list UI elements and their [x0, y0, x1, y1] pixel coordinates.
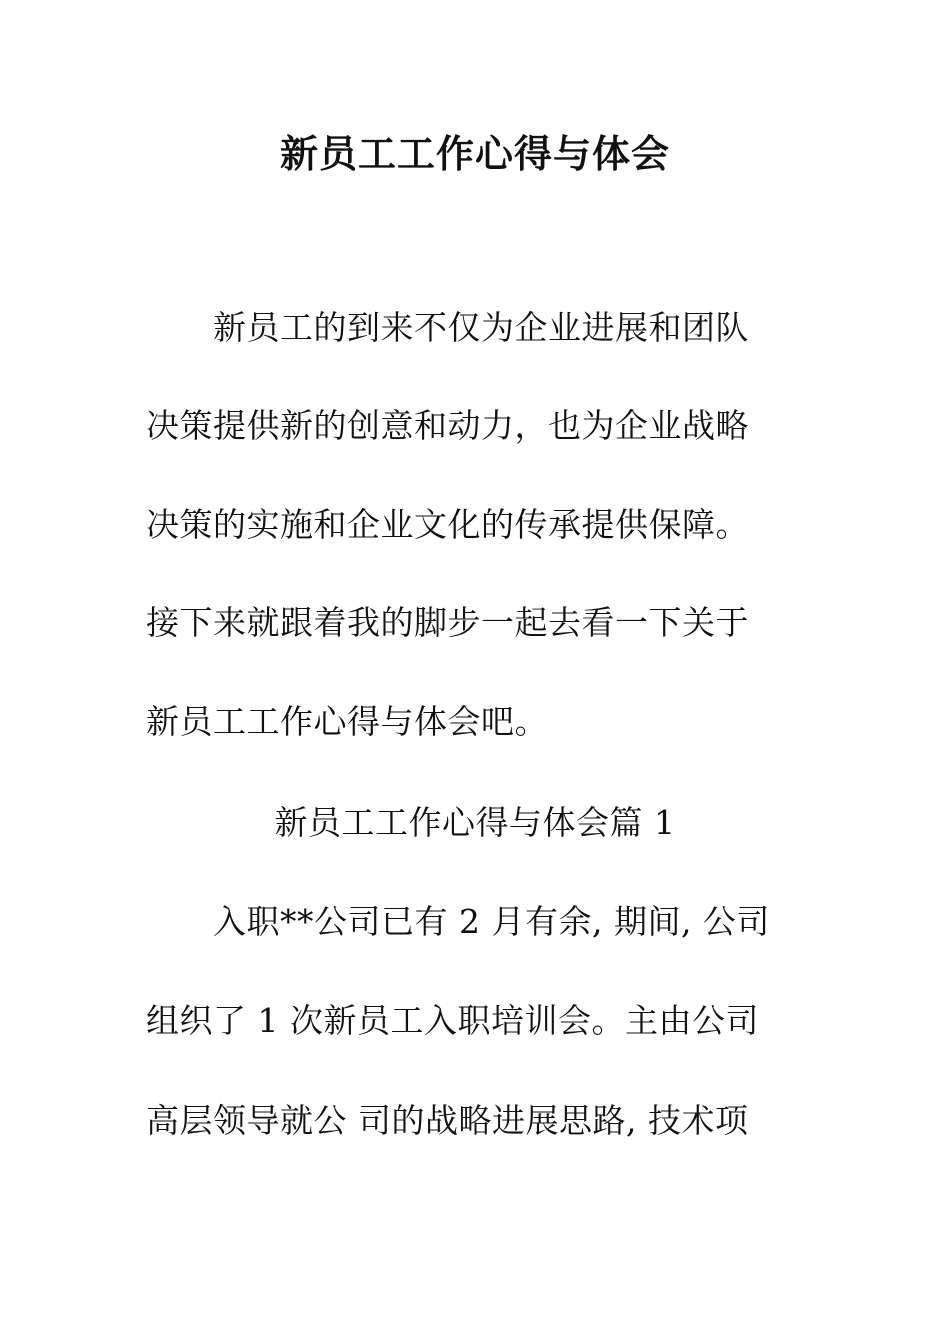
intro-line-3: 决策的实施和企业文化的传承提供保障。	[146, 505, 749, 544]
intro-line-4: 接下来就跟着我的脚步一起去看一下关于	[146, 603, 749, 642]
intro-line-5: 新员工工作心得与体会吧。	[146, 702, 548, 741]
section-heading: 新员工工作心得与体会篇 1	[274, 803, 676, 842]
body-line-1: 入职**公司已有 2 月有余, 期间, 公司	[213, 902, 770, 941]
document-title: 新员工工作心得与体会	[279, 131, 670, 176]
intro-line-2: 决策提供新的创意和动力，也为企业战略	[146, 406, 749, 445]
body-line-3: 高层领导就公 司的战略进展思路, 技术项	[146, 1101, 749, 1140]
intro-line-1: 新员工的到来不仅为企业进展和团队	[213, 308, 749, 347]
body-line-2: 组织了 1 次新员工入职培训会。主由公司	[146, 1001, 759, 1040]
